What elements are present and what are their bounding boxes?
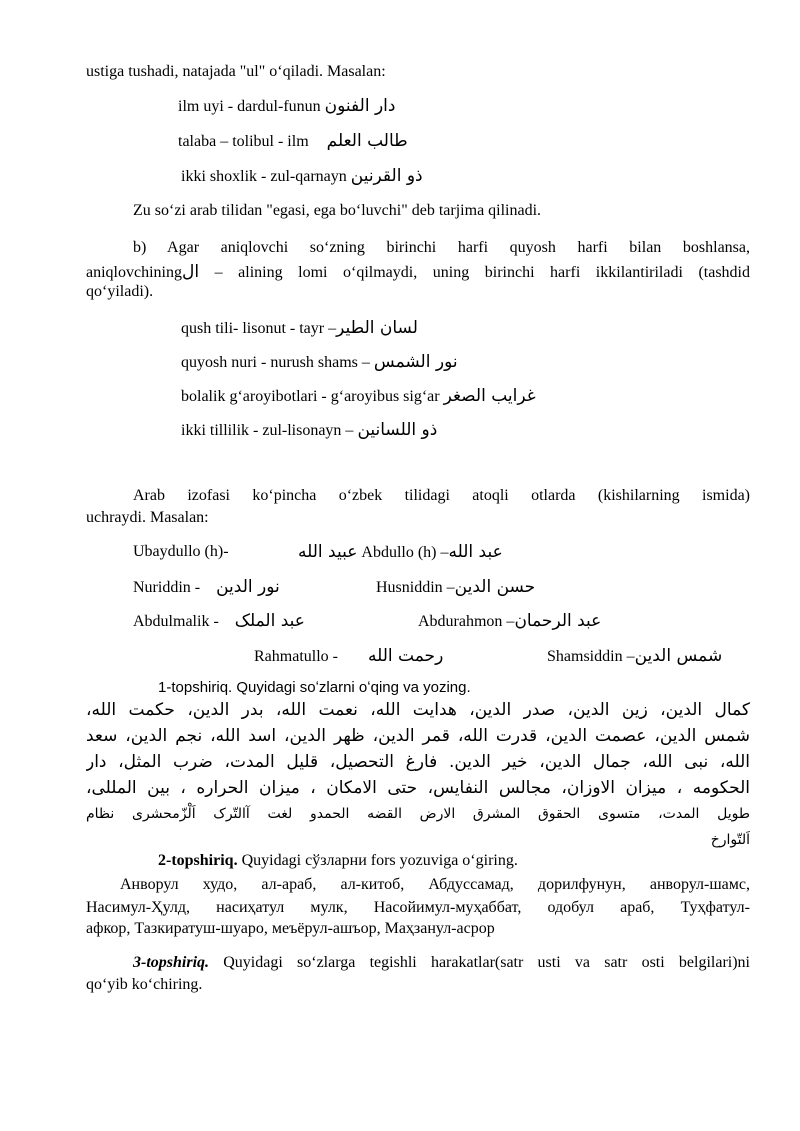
example-arabic: طالب العلم	[326, 131, 408, 151]
cyrillic-line: Анворул худо, ал-араб, ал-китоб, Абдуссамад, дорилфунун, анворул-шамс,	[120, 876, 750, 893]
example-zul-lisonayn	[181, 420, 437, 441]
example-latin: qush tili- lisonut - tayr –	[181, 320, 337, 337]
name-latin: Husniddin –	[376, 579, 455, 596]
name-latin: Shamsiddin –	[547, 648, 635, 665]
name-abdurahmon	[418, 611, 601, 632]
cyrillic-line: афкор, Тазкиратуш-шуаро, меъёрул-ашъор, Маҳзанул-асрор	[86, 920, 495, 937]
name-husniddin	[376, 577, 535, 598]
arabic-al: ال	[181, 262, 200, 282]
task-3-heading	[133, 951, 750, 975]
example-tolibul-ilm	[178, 131, 408, 152]
name-abdulmalik	[133, 611, 305, 632]
arabic-line: الله، نبى الله، جمال الدين، خير الدين. فارغ التحصيل، قليل المدت، ضرب المثل، دار	[86, 752, 750, 772]
task-3-instruction: Quyidagi soʻzlarga tegishli harakatlar(satr usti va satr osti belgilari)ni	[209, 954, 750, 971]
name-latin: Abdurahmon –	[418, 613, 515, 630]
example-dardul-funun	[178, 96, 395, 117]
example-arabic: غرايب الصغر	[443, 386, 536, 406]
example-garoyibus-sigar	[181, 386, 536, 407]
arabic-line: اَلتّوارخ	[710, 832, 750, 848]
text-span: – alining lomi oʻqilmaydi, uning birinchi harfi ikkilantiriladi (tashdid	[199, 264, 750, 281]
name-latin: Rahmatullo -	[254, 648, 338, 665]
arabic-line: كمال الدين، زين الدين، صدر الدين، هدايت الله، نعمت الله، بدر الدين، حكمت الله،	[86, 700, 750, 720]
text-line: ustiga tushadi, natajada "ul" oʻqiladi. Masalan:	[86, 63, 386, 80]
name-rahmatullo	[254, 646, 443, 667]
example-latin: quyosh nuri - nurush shams –	[181, 354, 374, 371]
example-arabic: دار الفنون	[324, 96, 396, 116]
text-span: aniqlovchining	[86, 264, 182, 281]
text-line: qoʻyib koʻchiring.	[86, 976, 203, 993]
arabic-line: شمس الدين، عصمت الدين، قدرت الله، قمر الدين، ظهر الدين، اسد الله، نجم الدين، سعد	[86, 726, 750, 746]
name-arabic: عبد الملک	[234, 611, 305, 631]
name-row-1-right	[298, 542, 503, 563]
task-1-arabic-words	[86, 697, 750, 853]
example-zul-qarnayn	[181, 166, 423, 187]
name-arabic: عبيد الله	[298, 542, 358, 562]
task-2-instruction: Quyidagi сўзларни fors yozuviga oʻgiring.	[237, 852, 518, 869]
name-arabic: عبد الله	[448, 542, 503, 562]
example-latin: talaba – tolibul - ilm	[178, 133, 313, 150]
text-line: Zu soʻzi arab tilidan "egasi, ega boʻluvchi" deb tarjima qilinadi.	[133, 202, 542, 219]
name-latin: Abdulmalik -	[133, 613, 219, 630]
name-arabic: نور الدين	[216, 577, 280, 597]
example-lisonut-tayr	[181, 318, 418, 339]
text-line	[86, 260, 750, 285]
name-shamsiddin	[547, 646, 722, 667]
name-ubaydullo: Ubaydullo (h)-	[133, 543, 229, 560]
arabic-line: الحكومه ، ميزان الاوزان، مجالس النفايس، حتى الامكان ، ميزان الحراره ، بين المللى،	[86, 778, 750, 798]
example-latin: ikki shoxlik - zul-qarnayn	[181, 168, 351, 185]
name-arabic: عبد الرحمان	[514, 611, 602, 631]
example-latin: ikki tillilik - zul-lisonayn –	[181, 422, 358, 439]
text-line: b) Agar aniqlovchi soʻzning birinchi harfi quyosh harfi bilan boshlansa,	[133, 239, 750, 256]
text-line: Arab izofasi koʻpincha oʻzbek tilidagi atoqli otlarda (kishilarning ismida)	[133, 487, 750, 504]
arabic-line: طويل المدت، متسوى الحقوق المشرق الارض القضه الحمدو لغت آالتّرک اَلْزّمحشرى نظام	[86, 806, 750, 822]
name-arabic: رحمت الله	[367, 646, 444, 666]
example-arabic: لسان الطير	[336, 318, 418, 338]
cyrillic-line: Насимул-Ҳулд, насиҳатул мулк, Насойимул-муҳаббат, одобул араб, Туҳфатул-	[86, 899, 750, 916]
example-arabic: ذو القرنين	[350, 166, 423, 186]
example-latin: ilm uyi - dardul-funun	[178, 98, 325, 115]
example-arabic: نور الشمس	[373, 352, 458, 372]
task-3-label: 3-topshiriq.	[133, 954, 210, 971]
name-arabic: حسن الدين	[454, 577, 536, 597]
example-arabic: ذو اللسانين	[357, 420, 438, 440]
text-line: qoʻyiladi).	[86, 283, 154, 300]
example-nurush-shams	[181, 352, 458, 373]
text-line: uchraydi. Masalan:	[86, 509, 209, 526]
task-2-label: 2-topshiriq.	[158, 852, 238, 869]
name-latin: Nuriddin -	[133, 579, 201, 596]
example-latin: bolalik gʻaroyibotlari - gʻaroyibus sigʻar	[181, 388, 444, 405]
task-1-heading: 1-topshiriq. Quyidagi soʻzlarni oʻqing va yozing.	[158, 679, 471, 696]
name-nuriddin	[133, 577, 280, 598]
name-latin: Abdullo (h) –	[357, 544, 449, 561]
name-arabic: شمس الدين	[634, 646, 723, 666]
task-2-heading	[158, 851, 518, 871]
